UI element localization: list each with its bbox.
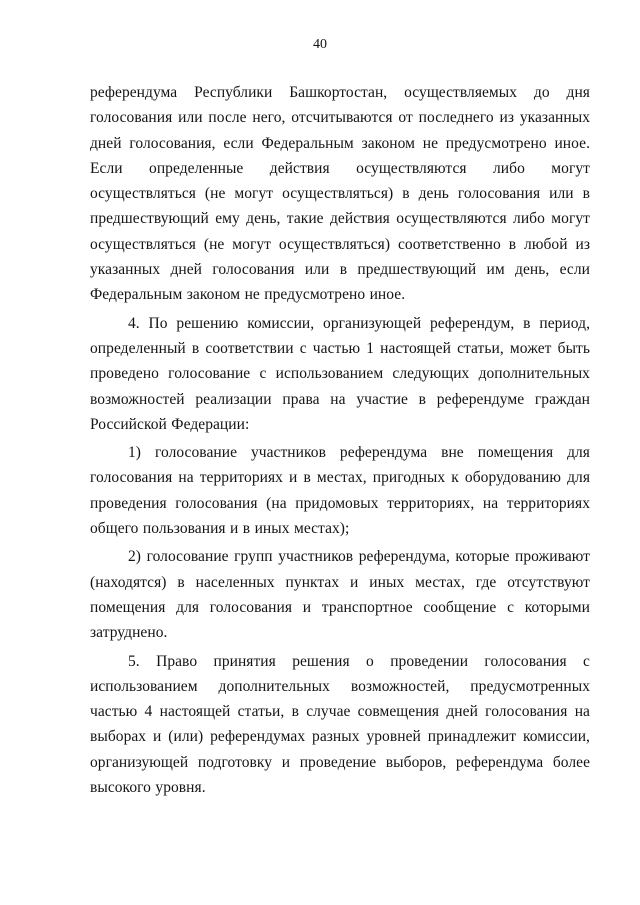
paragraph-item-4: 4. По решению комиссии, организующей референдум, в период, определенный в соответствии с частью 1 настоящей статьи, может быть проведено голосование с использованием следующих дополнительных возможностей реализации права на участие в референдуме граждан Российской Федерации: xyxy=(90,314,590,433)
paragraph-item-5: 5. Право принятия решения о проведении голосования с использованием дополнительных возможностей, предусмотренных частью 4 настоящей статьи, в случае совмещения дней голосования на выборах и (или) референдумах разных уровней принадлежит комиссии, организующей подготовку и проведение выборов, референдума более высокого уровня. xyxy=(90,652,590,797)
paragraph-subitem-1: 1) голосование участников референдума вне помещения для голосования на территориях и в местах, пригодных к оборудованию для проведения голосования (на придомовых территориях, на территориях общего пользования и в иных местах); xyxy=(90,444,590,538)
page-number: 40 xyxy=(313,37,327,52)
document-body xyxy=(90,80,590,800)
paragraph-continuation: референдума Республики Башкортостан, осуществляемых до дня голосования или после него, отсчитываются от последнего из указанных дней голосования, если Федеральным законом не предусмотрено иное. Если определенные действия осуществляются либо могут осуществляться (не могут осуществляться) в день голосования или в предшествующий ему день, такие действия осуществляются либо могут осуществляться (не могут осуществляться) соответственно в любой из указанных дней голосования или в предшествующий им день, если Федеральным законом не предусмотрено иное. xyxy=(90,84,590,304)
paragraph-subitem-2: 2) голосование групп участников референдума, которые проживают (находятся) в населенных пунктах и иных местах, где отсутствуют помещения для голосования и транспортное сообщение с которыми затруднено. xyxy=(90,548,590,642)
